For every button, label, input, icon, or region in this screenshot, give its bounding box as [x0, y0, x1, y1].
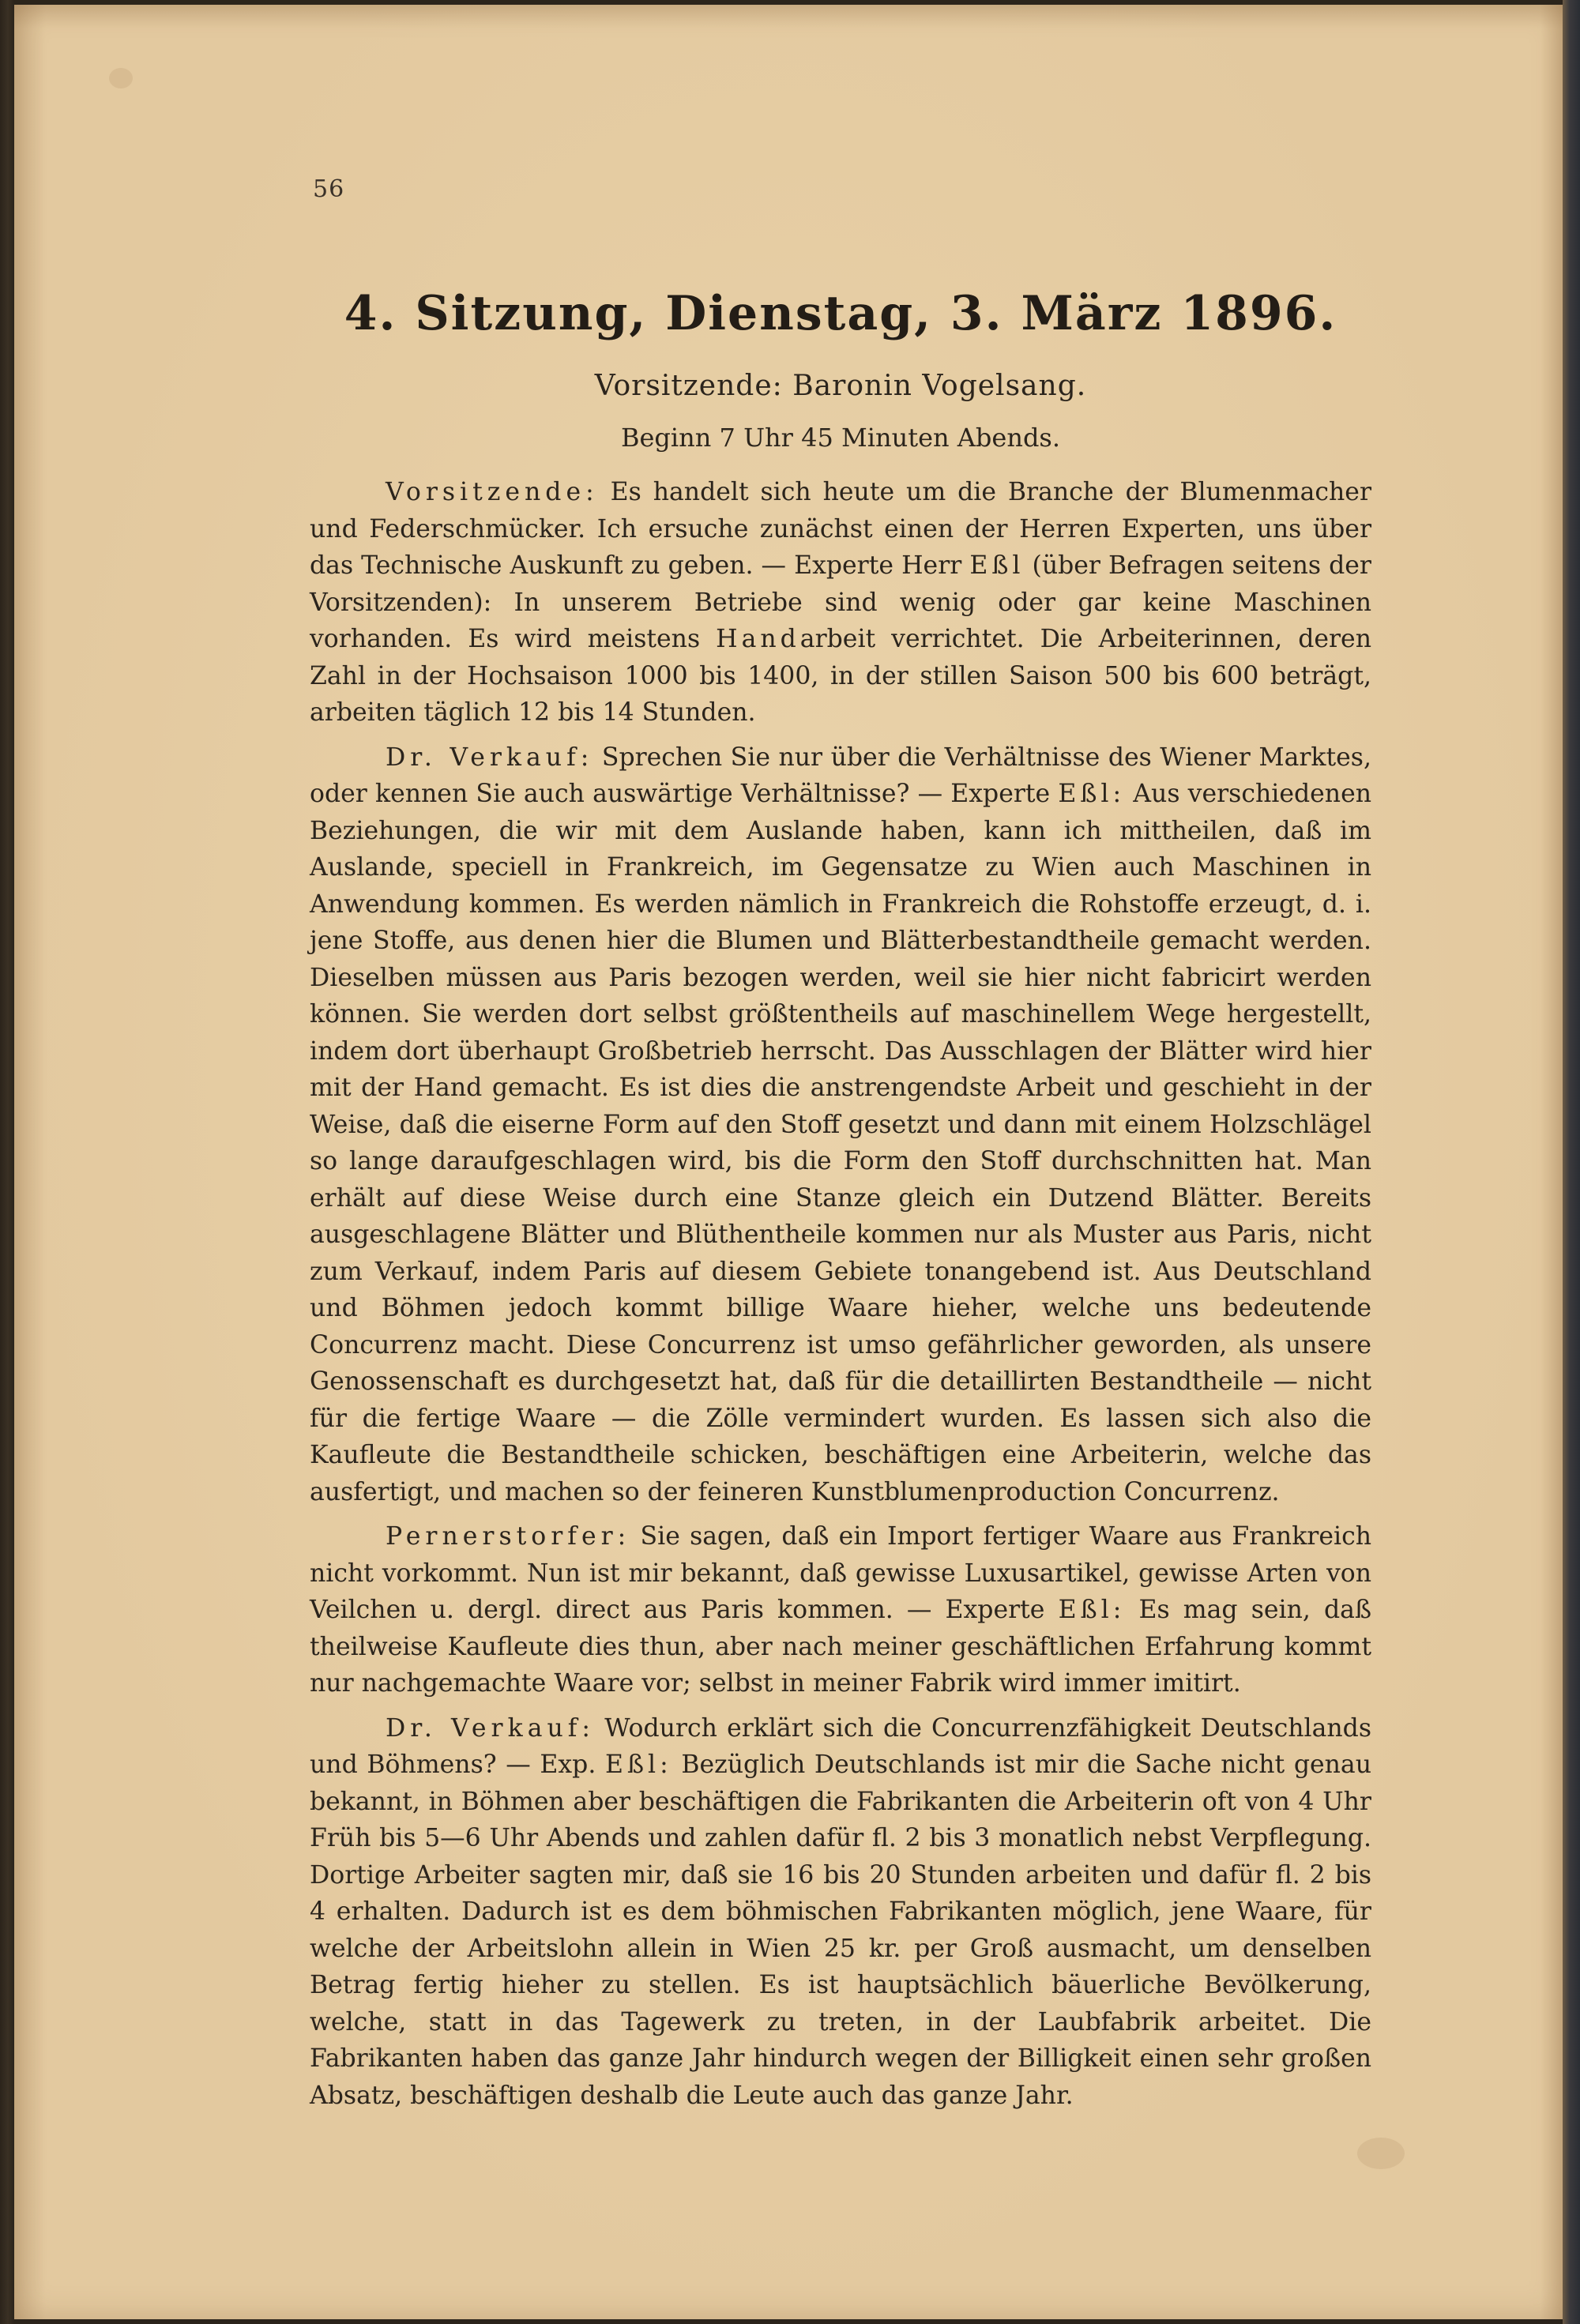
- start-time-line: Beginn 7 Uhr 45 Minuten Abends.: [620, 423, 1061, 453]
- speaker-name: Dr. Verkauf:: [386, 1713, 596, 1743]
- speaker-name: Eßl:: [605, 1751, 672, 1779]
- paragraph-text: Sie sagen, daß ein Import fertiger Waare aus Frankreich nicht vorkommt. Nun ist mir bekannt, daß gewisse Luxusartikel, gewisse Arten von Veilchen u. dergl. direct aus Paris kommen. — Experte: [310, 1522, 1371, 1624]
- speaker-name: Pernerstorfer:: [386, 1522, 631, 1551]
- speaker-name: Vorsitzende:: [386, 478, 599, 506]
- paragraph-text: Sprechen Sie nur über die Verhältnisse des Wiener Marktes, oder kennen Sie auch auswärtige Verhältnisse? — Experte: [310, 743, 1371, 808]
- speaker-name: Eßl: [969, 551, 1025, 580]
- paragraph: [310, 739, 1371, 1511]
- paragraph: [310, 474, 1371, 731]
- speaker-name: Eßl:: [1058, 780, 1126, 808]
- paragraph-text: Es mag sein, daß theilweise Kaufleute dies thun, aber nach meiner geschäftlichen Erfahrung kommt nur nachgemachte Waare vor; selbst in meiner Fabrik wird immer imitirt.: [310, 1596, 1371, 1698]
- paragraph-text: Aus verschiedenen Beziehungen, die wir mit dem Auslande haben, kann ich mittheilen, daß im Auslande, speciell in Frankreich, im Gegensatze zu Wien auch Maschinen in Anwendung kommen. Es werden nämlich in Frankreich die Rohstoffe erzeugt, d. i. jene Stoffe, aus denen hier die Blumen und Blätterbestandtheile gemacht werden. Dieselben müssen aus Paris bezogen werden, weil sie hier nicht fabricirt werden können. Sie werden dort selbst größtentheils auf maschinellem Wege hergestellt, indem dort überhaupt Großbetrieb herrscht. Das Ausschlagen der Blätter wird hier mit der Hand gemacht. Es ist dies die anstrengendste Arbeit und geschieht in der Weise, daß die eiserne Form auf den Stoff gesetzt und dann mit einem Holzschlägel so lange daraufgeschlagen wird, bis die Form den Stoff durchschnitten hat. Man erhält auf diese Weise durch eine Stanze gleich ein Dutzend Blätter. Bereits ausgeschlagene Blätter und Blüthentheile kommen nur als Muster aus Paris, nicht zum Verkauf, indem Paris auf diesem Gebiete tonangebend ist. Aus Deutschland und Böhmen jedoch kommt billige Waare hieher, welche uns bedeutende Concurrenz macht. Diese Concurrenz ist umso gefährlicher geworden, als unsere Genossenschaft es durchgesetzt hat, daß für die detaillirten Bestandtheile — nicht für die fertige Waare — die Zölle vermindert wurden. Es lassen sich also die Kaufleute die Bestandtheile schicken, beschäftigen eine Arbeiterin, welche das ausfertigt, und machen so der feineren Kunstblumenproduction Concurrenz.: [310, 780, 1371, 1506]
- book-binding-edge: [1563, 0, 1580, 2324]
- paragraph: [310, 1710, 1371, 2115]
- emphasized-word: Hand: [716, 625, 800, 653]
- paragraph-text: Es handelt sich heute um die Branche der Blumenmacher und Federschmücker. Ich ersuche zunächst einen der Herren Experten, uns über das Technische Auskunft zu geben. — Experte Herr: [310, 478, 1371, 580]
- paragraph-text: (über Befragen seitens der Vorsitzenden): In unserem Betriebe sind wenig oder gar keine Maschinen vorhanden. Es wird meistens: [310, 551, 1371, 653]
- page-number: 56: [313, 175, 345, 203]
- minutes-body: [310, 474, 1371, 2122]
- page-stain: [1357, 2138, 1405, 2169]
- paragraph-text: arbeit verrichtet. Die Arbeiterinnen, deren Zahl in der Hochsaison 1000 bis 1400, in der stillen Saison 500 bis 600 beträgt, arbeiten täglich 12 bis 14 Stunden.: [310, 625, 1371, 727]
- chairperson-line: Vorsitzende: Baronin Vogelsang.: [594, 370, 1087, 402]
- page-title: 4. Sitzung, Dienstag, 3. März 1896.: [344, 286, 1337, 341]
- page-stain: [109, 68, 133, 88]
- paragraph: [310, 1518, 1371, 1702]
- speaker-name: Eßl:: [1058, 1596, 1126, 1624]
- paragraph-text: Wodurch erklärt sich die Concurrenzfähigkeit Deutschlands und Böhmens? — Exp.: [310, 1713, 1371, 1779]
- paragraph-text: Bezüglich Deutschlands ist mir die Sache nicht genau bekannt, in Böhmen aber beschäftigen die Fabrikanten die Arbeiterin oft von 4 Uhr Früh bis 5—6 Uhr Abends und zahlen dafür fl. 2 bis 3 monatlich nebst Verpflegung. Dortige Arbeiter sagten mir, daß sie 16 bis 20 Stunden arbeiten und dafür fl. 2 bis 4 erhalten. Dadurch ist es dem böhmischen Fabrikanten möglich, jene Waare, für welche der Arbeitslohn allein in Wien 25 kr. per Groß ausmacht, um denselben Betrag fertig hieher zu stellen. Es ist hauptsächlich bäuerliche Bevölkerung, welche, statt in das Tagewerk zu treten, in der Laubfabrik arbeitet. Die Fabrikanten haben das ganze Jahr hindurch wegen der Billigkeit einen sehr großen Absatz, beschäftigen deshalb die Leute auch das ganze Jahr.: [310, 1751, 1372, 2110]
- speaker-name: Dr. Verkauf:: [386, 743, 594, 772]
